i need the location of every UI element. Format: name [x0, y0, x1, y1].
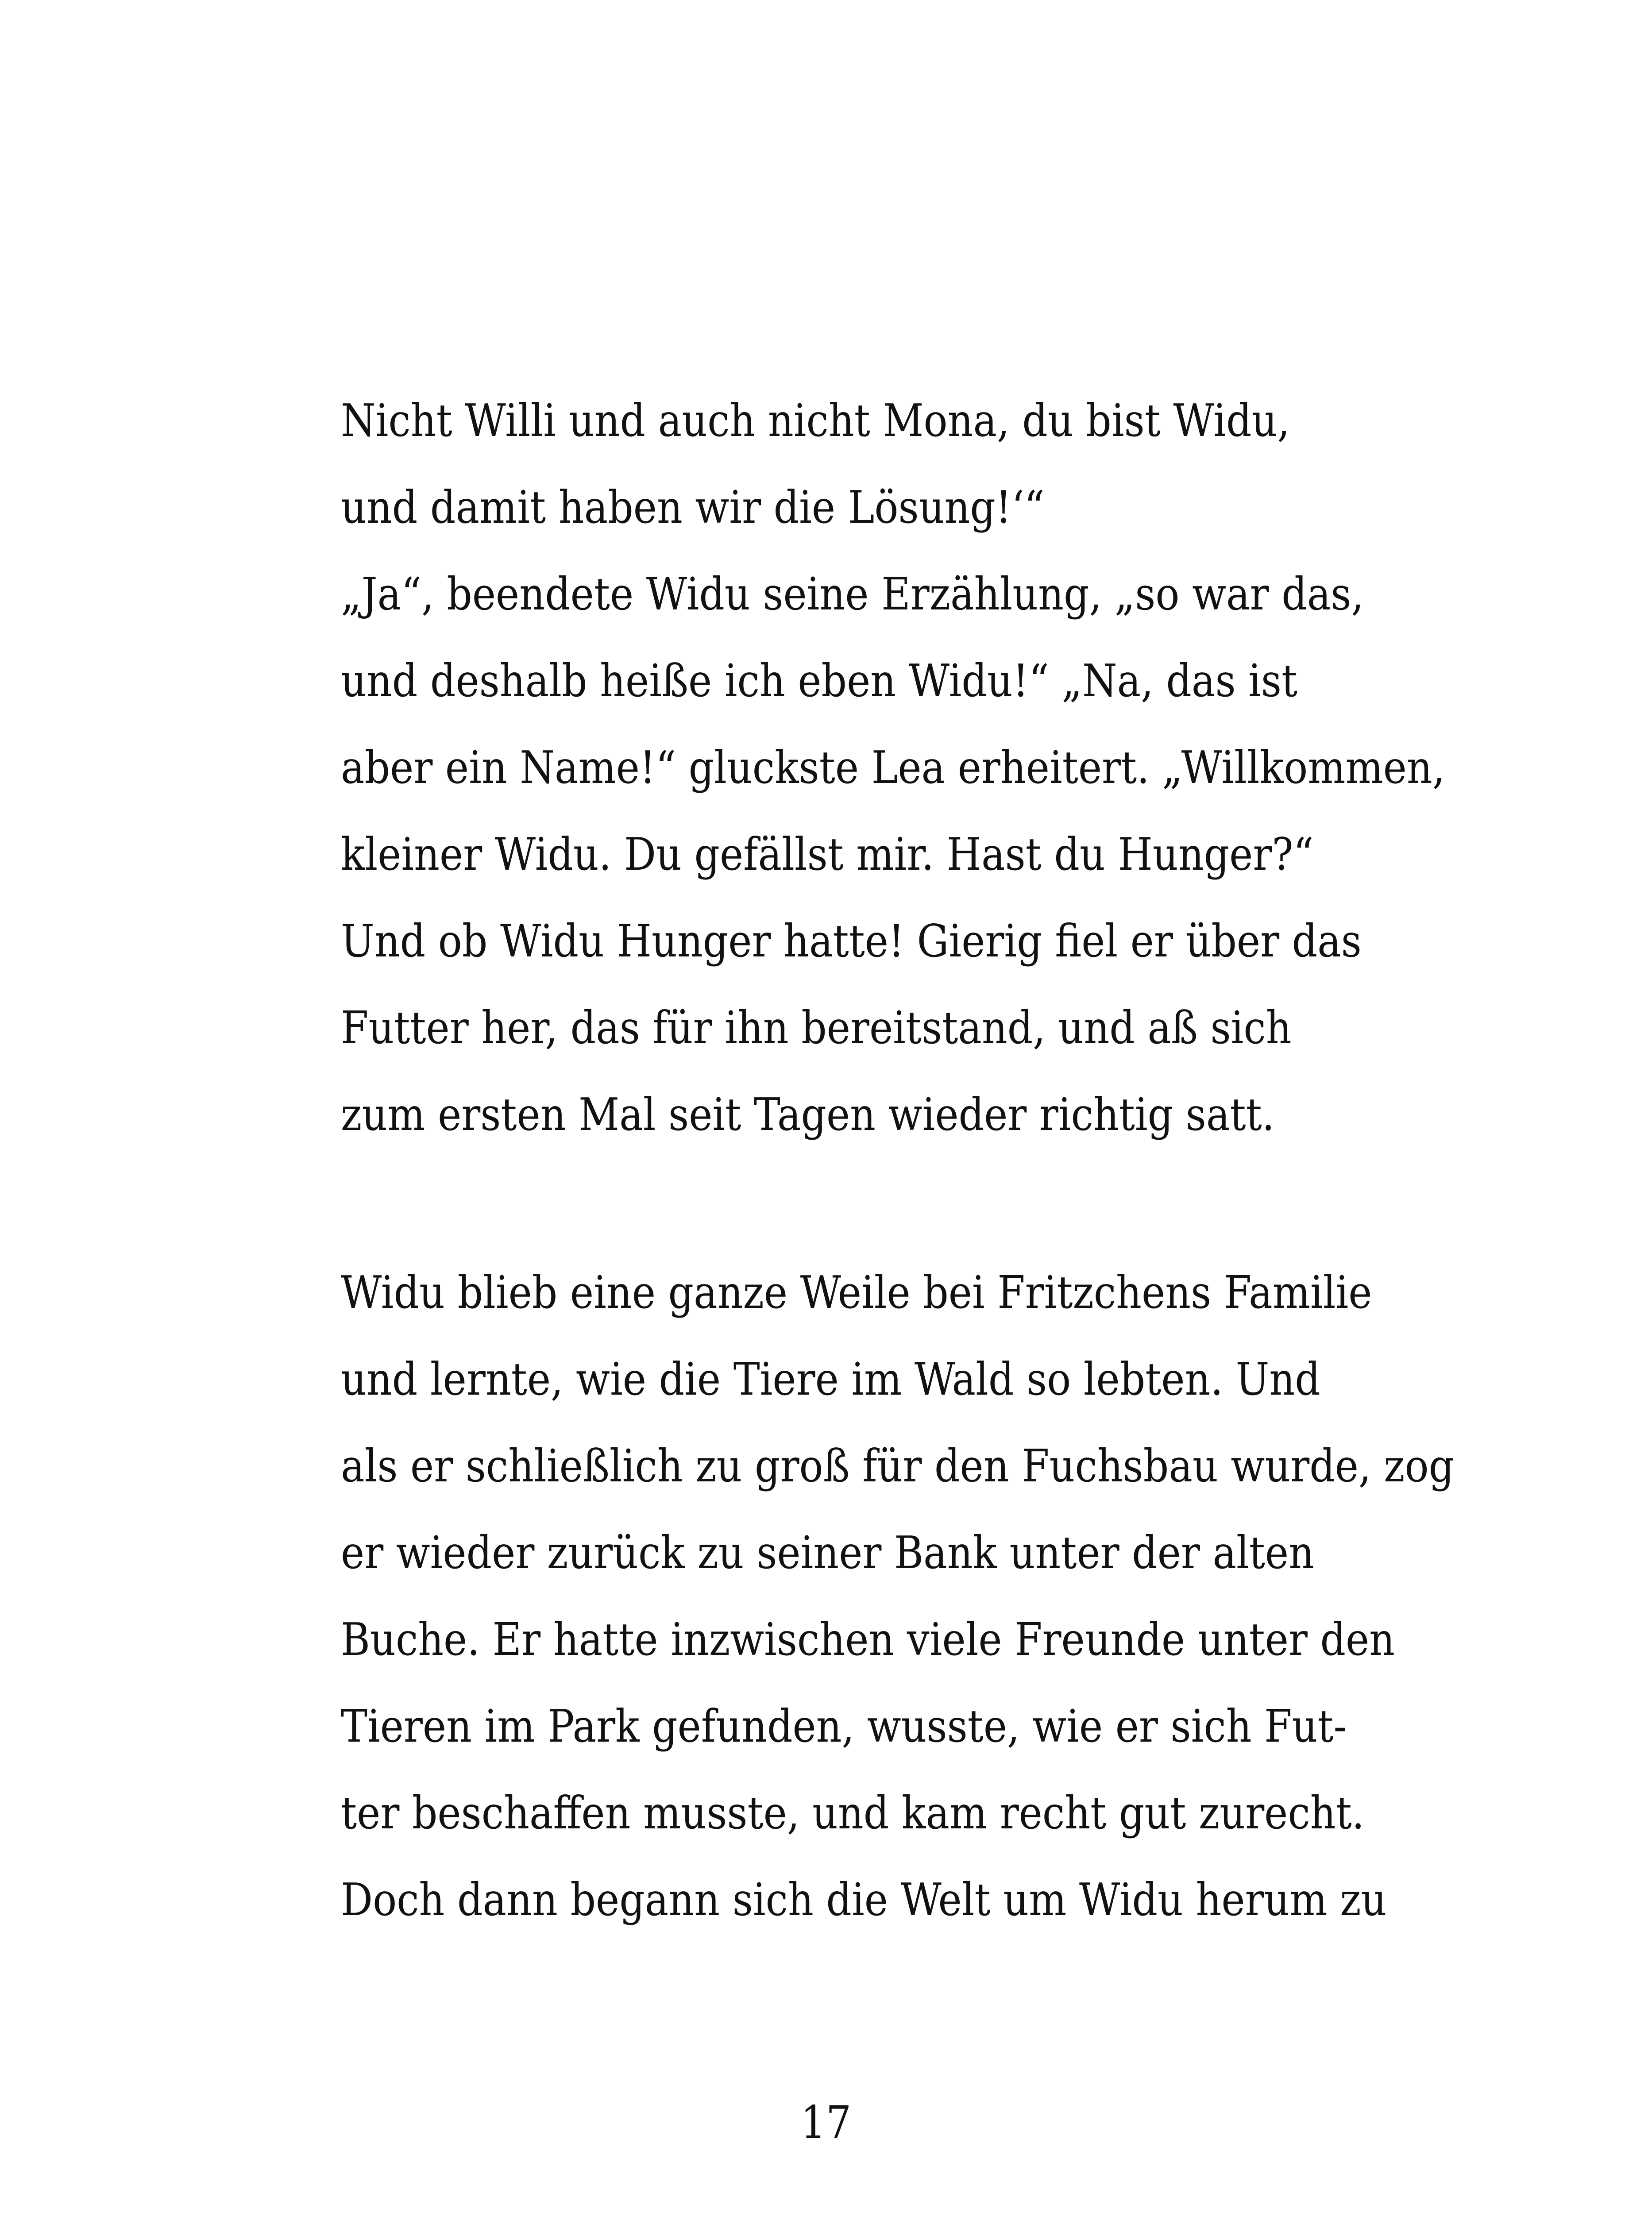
text-line: kleiner Widu. Du gefällst mir. Hast du Hunger?“ [341, 828, 1314, 880]
text-line: Und ob Widu Hunger hatte! Gierig fiel er über das [341, 915, 1362, 967]
text-line: und damit haben wir die Lösung!‘“ [341, 481, 1045, 533]
text-line: Nicht Willi und auch nicht Mona, du bist Widu, [341, 394, 1290, 447]
text-line: ter beschaffen musste, und kam recht gut zurecht. [341, 1787, 1365, 1839]
text-line: Buche. Er hatte inzwischen viele Freunde unter den [341, 1613, 1395, 1666]
paragraph-2 [341, 1249, 1455, 1943]
text-line: und lernte, wie die Tiere im Wald so lebten. Und [341, 1353, 1320, 1405]
text-line: Futter her, das für ihn bereitstand, und aß sich [341, 1002, 1292, 1054]
text-line: Doch dann begann sich die Welt um Widu herum zu [341, 1874, 1387, 1926]
paragraph-1 [341, 377, 1445, 1158]
text-line: Tieren im Park gefunden, wusste, wie er sich Fut- [341, 1700, 1347, 1752]
text-line: aber ein Name!“ gluckste Lea erheitert. „Willkommen, [341, 741, 1445, 794]
text-line: als er schließlich zu groß für den Fuchsbau wurde, zog [341, 1440, 1455, 1492]
text-line: er wieder zurück zu seiner Bank unter der alten [341, 1527, 1315, 1579]
text-line: und deshalb heiße ich eben Widu!“ „Na, das ist [341, 655, 1298, 707]
page-number: 17 [800, 2096, 852, 2148]
text-line: „Ja“, beendete Widu seine Erzählung, „so war das, [341, 568, 1364, 620]
text-line: Widu blieb eine ganze Weile bei Fritzchens Familie [341, 1266, 1372, 1319]
text-line: zum ersten Mal seit Tagen wieder richtig satt. [341, 1088, 1275, 1141]
